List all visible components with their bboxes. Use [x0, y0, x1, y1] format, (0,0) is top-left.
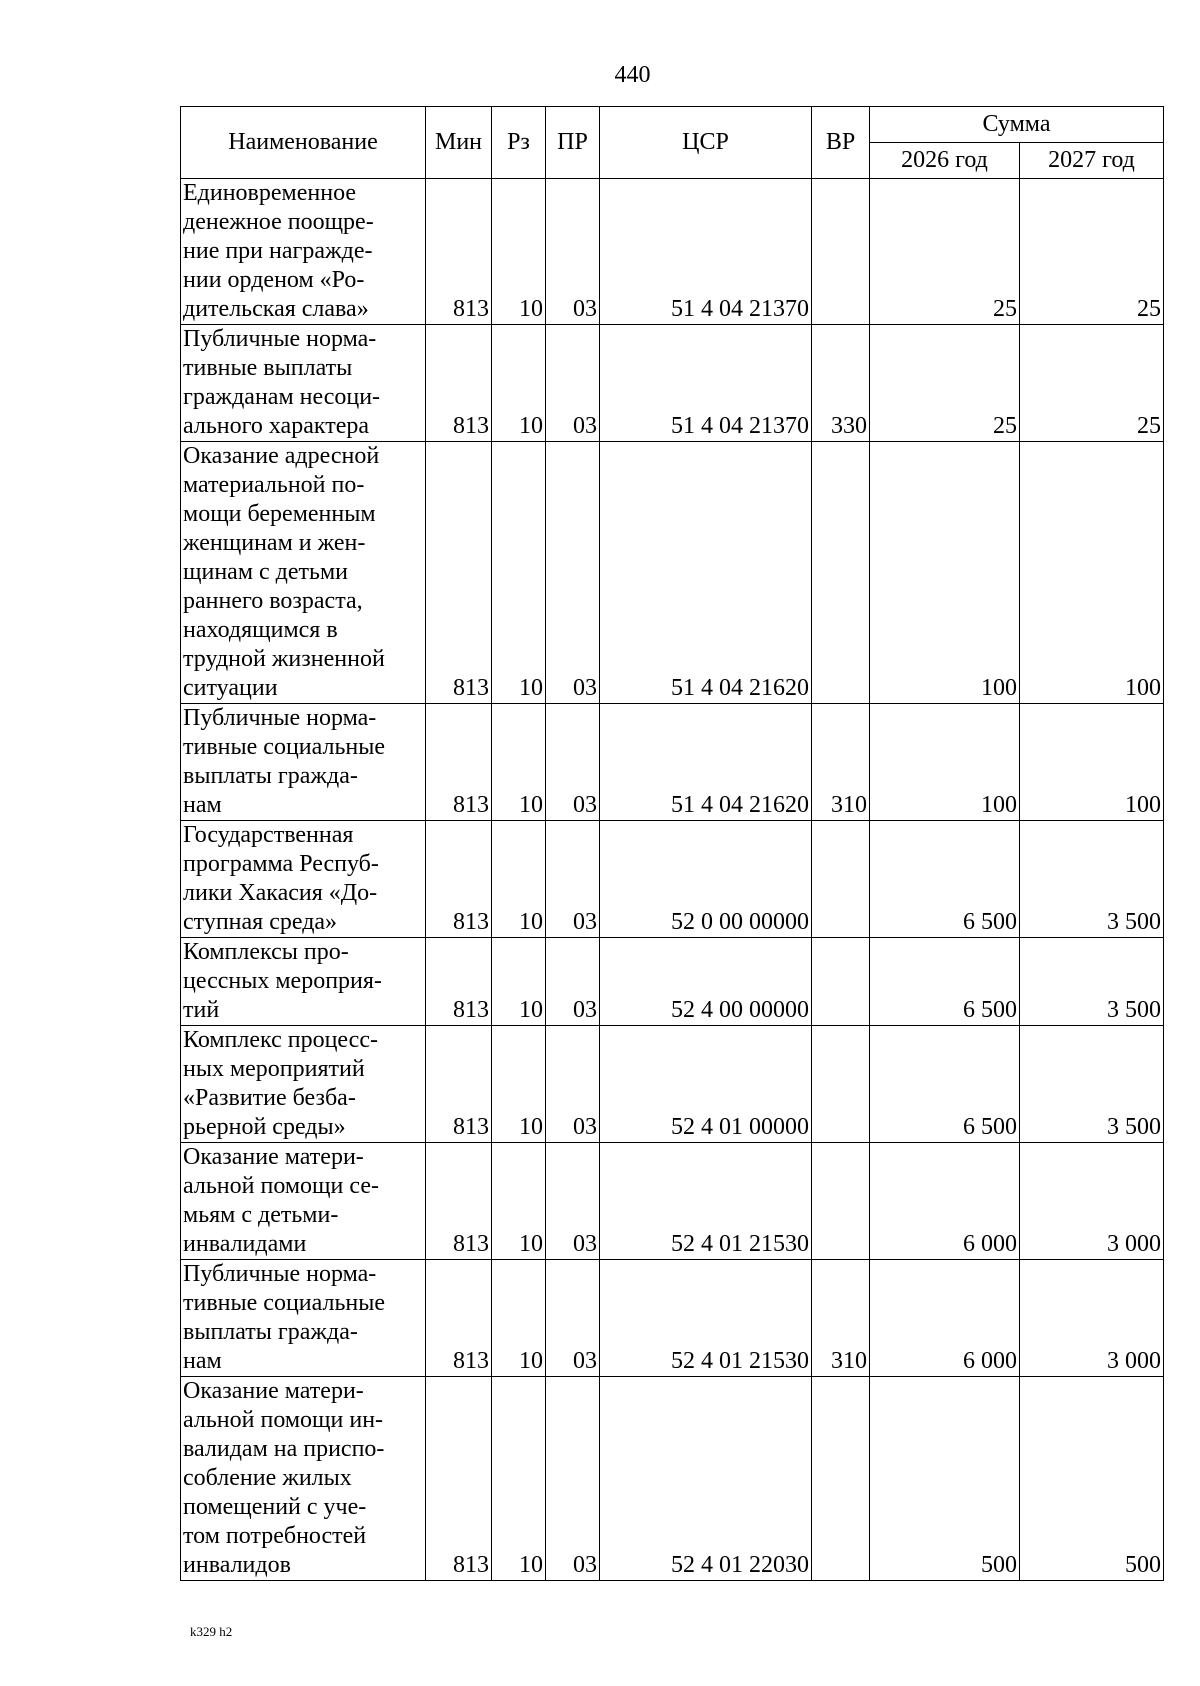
cell-2026: 25	[870, 325, 1020, 442]
cell-name: Публичные норма- тивные выплаты гражданам несоци- ального характера	[181, 325, 426, 442]
cell-2027: 3 500	[1020, 1026, 1164, 1143]
cell-name: Комплекс процесс- ных мероприятий «Развитие безба- рьерной среды»	[181, 1026, 426, 1143]
cell-csr: 52 4 01 22030	[600, 1377, 812, 1581]
cell-csr: 52 0 00 00000	[600, 821, 812, 938]
cell-min: 813	[426, 1377, 492, 1581]
cell-2026: 6 000	[870, 1143, 1020, 1260]
cell-2026: 100	[870, 704, 1020, 821]
header-year-2027: 2027 год	[1020, 143, 1164, 179]
cell-2026: 100	[870, 442, 1020, 704]
table-row	[181, 442, 1164, 704]
header-min: Мин	[426, 107, 492, 179]
table-row	[181, 1143, 1164, 1260]
cell-vr: 310	[812, 704, 870, 821]
cell-rz: 10	[492, 1143, 546, 1260]
cell-csr: 51 4 04 21370	[600, 179, 812, 325]
cell-vr: 330	[812, 325, 870, 442]
cell-vr	[812, 1026, 870, 1143]
cell-2027: 3 500	[1020, 938, 1164, 1026]
cell-pr: 03	[546, 1377, 600, 1581]
cell-pr: 03	[546, 325, 600, 442]
cell-rz: 10	[492, 1377, 546, 1581]
cell-name: Оказание матери- альной помощи се- мьям с детьми- инвалидами	[181, 1143, 426, 1260]
cell-rz: 10	[492, 179, 546, 325]
cell-pr: 03	[546, 442, 600, 704]
cell-pr: 03	[546, 1026, 600, 1143]
cell-2026: 6 500	[870, 821, 1020, 938]
cell-2026: 6 000	[870, 1260, 1020, 1377]
cell-2026: 6 500	[870, 938, 1020, 1026]
table-row	[181, 325, 1164, 442]
cell-2026: 500	[870, 1377, 1020, 1581]
cell-2027: 3 000	[1020, 1260, 1164, 1377]
cell-min: 813	[426, 704, 492, 821]
cell-rz: 10	[492, 442, 546, 704]
cell-2027: 100	[1020, 442, 1164, 704]
cell-rz: 10	[492, 1260, 546, 1377]
cell-pr: 03	[546, 704, 600, 821]
header-vr: ВР	[812, 107, 870, 179]
cell-pr: 03	[546, 938, 600, 1026]
cell-pr: 03	[546, 1143, 600, 1260]
cell-min: 813	[426, 179, 492, 325]
header-name: Наименование	[181, 107, 426, 179]
table-row	[181, 1026, 1164, 1143]
header-sum: Сумма	[870, 107, 1164, 143]
cell-min: 813	[426, 1026, 492, 1143]
cell-name: Публичные норма- тивные социальные выплаты гражда- нам	[181, 1260, 426, 1377]
cell-csr: 51 4 04 21620	[600, 704, 812, 821]
cell-name: Комплексы про- цессных мероприя- тий	[181, 938, 426, 1026]
cell-vr	[812, 938, 870, 1026]
cell-2026: 25	[870, 179, 1020, 325]
budget-table	[180, 106, 1164, 1581]
cell-rz: 10	[492, 1026, 546, 1143]
cell-2027: 25	[1020, 325, 1164, 442]
header-pr: ПР	[546, 107, 600, 179]
cell-pr: 03	[546, 1260, 600, 1377]
cell-vr	[812, 179, 870, 325]
cell-rz: 10	[492, 704, 546, 821]
cell-name: Оказание адресной материальной по- мощи беременным женщинам и жен- щинам с детьми раннего возраста, находящимся в трудной жизненной ситуации	[181, 442, 426, 704]
cell-min: 813	[426, 938, 492, 1026]
cell-min: 813	[426, 1260, 492, 1377]
cell-csr: 52 4 01 00000	[600, 1026, 812, 1143]
table-body	[181, 179, 1164, 1581]
header-csr: ЦСР	[600, 107, 812, 179]
cell-name: Государственная программа Респуб- лики Хакасия «До- ступная среда»	[181, 821, 426, 938]
cell-min: 813	[426, 821, 492, 938]
cell-name: Оказание матери- альной помощи ин- валидам на приспо- собление жилых помещений с уче- том потребностей инвалидов	[181, 1377, 426, 1581]
cell-min: 813	[426, 442, 492, 704]
cell-vr	[812, 442, 870, 704]
cell-vr: 310	[812, 1260, 870, 1377]
cell-pr: 03	[546, 179, 600, 325]
cell-vr	[812, 821, 870, 938]
page-number: 440	[614, 62, 651, 88]
cell-rz: 10	[492, 821, 546, 938]
cell-pr: 03	[546, 821, 600, 938]
cell-csr: 51 4 04 21620	[600, 442, 812, 704]
table-row	[181, 704, 1164, 821]
table-row	[181, 938, 1164, 1026]
table-row	[181, 1377, 1164, 1581]
cell-csr: 52 4 01 21530	[600, 1260, 812, 1377]
cell-name: Публичные норма- тивные социальные выплаты гражда- нам	[181, 704, 426, 821]
cell-rz: 10	[492, 938, 546, 1026]
cell-2027: 3 500	[1020, 821, 1164, 938]
cell-2027: 500	[1020, 1377, 1164, 1581]
cell-2027: 100	[1020, 704, 1164, 821]
footer-code: k329 h2	[190, 1624, 233, 1639]
cell-rz: 10	[492, 325, 546, 442]
cell-min: 813	[426, 325, 492, 442]
header-year-2026: 2026 год	[870, 143, 1020, 179]
cell-vr	[812, 1377, 870, 1581]
table-row	[181, 179, 1164, 325]
table-row	[181, 1260, 1164, 1377]
cell-2026: 6 500	[870, 1026, 1020, 1143]
cell-2027: 3 000	[1020, 1143, 1164, 1260]
cell-min: 813	[426, 1143, 492, 1260]
cell-csr: 52 4 01 21530	[600, 1143, 812, 1260]
cell-name: Единовременное денежное поощре- ние при награжде- нии орденом «Ро- дительская слава»	[181, 179, 426, 325]
cell-2027: 25	[1020, 179, 1164, 325]
cell-csr: 51 4 04 21370	[600, 325, 812, 442]
cell-vr	[812, 1143, 870, 1260]
table-row	[181, 821, 1164, 938]
cell-csr: 52 4 00 00000	[600, 938, 812, 1026]
header-rz: Рз	[492, 107, 546, 179]
